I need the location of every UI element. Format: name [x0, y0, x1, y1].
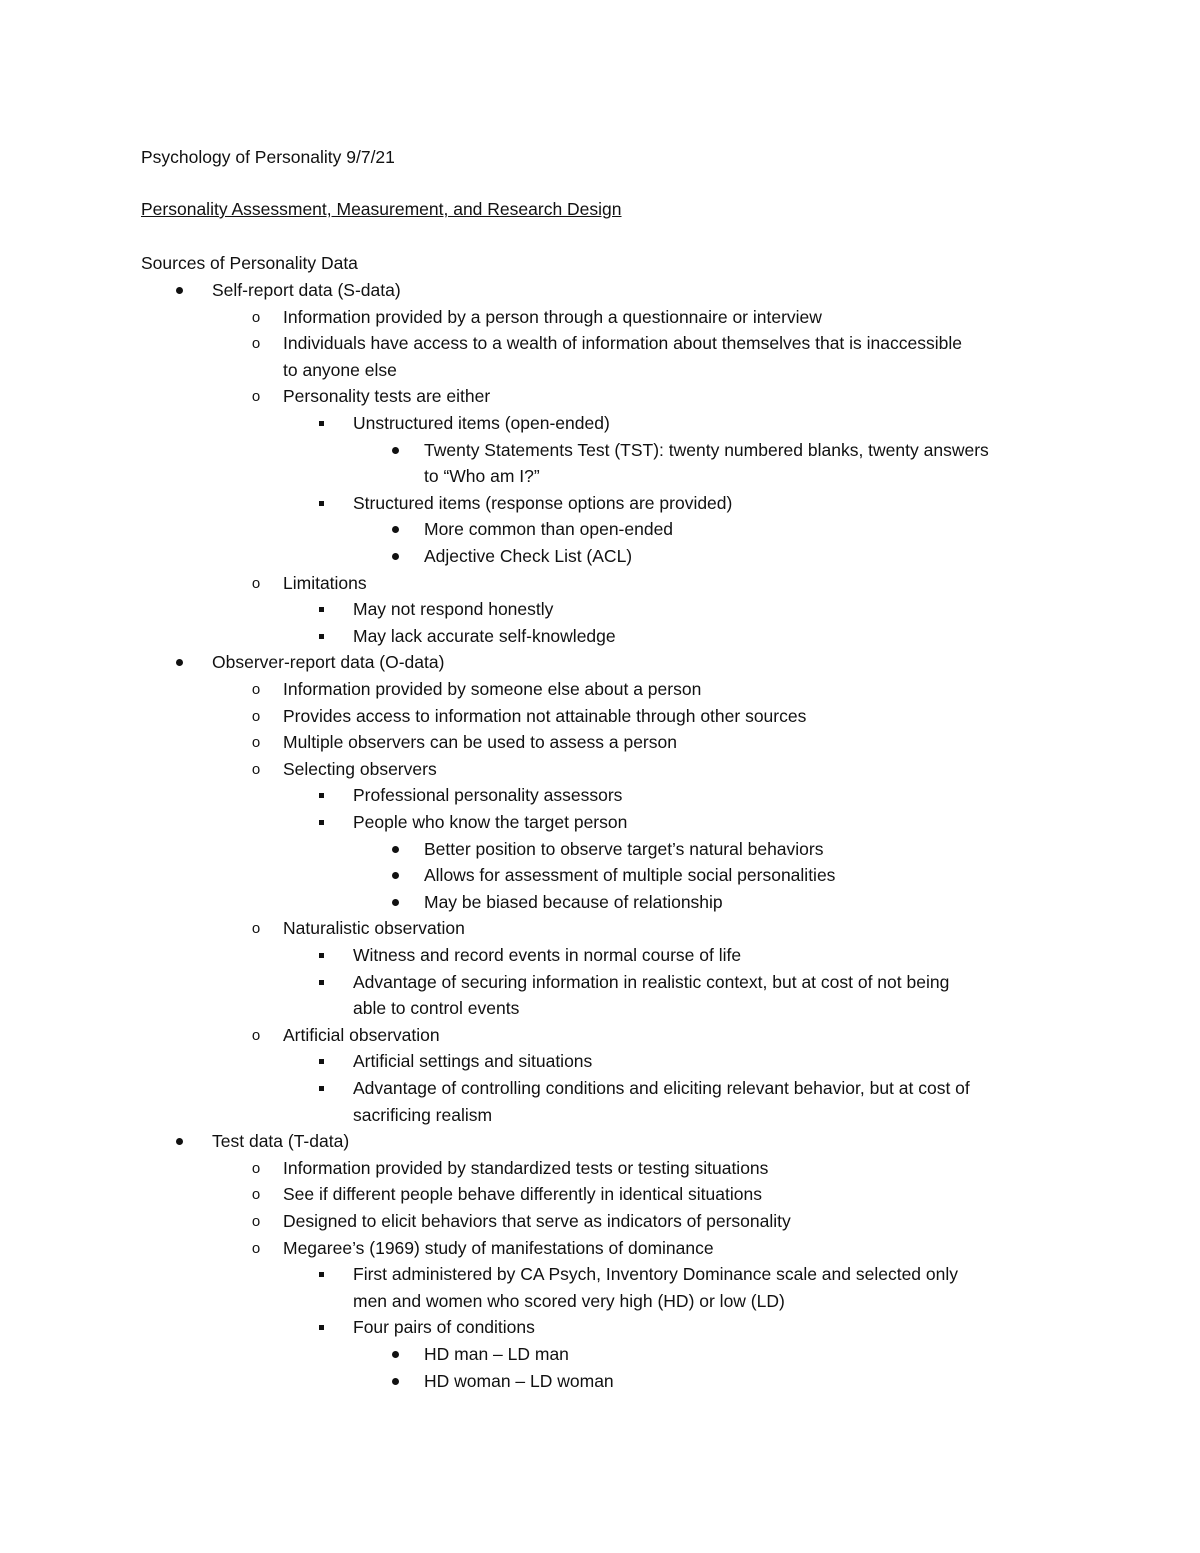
hollow-bullet-icon: o: [251, 574, 261, 592]
hollow-bullet-icon: o: [251, 681, 261, 698]
hollow-bullet-icon: o: [251, 1239, 261, 1257]
list-item-text: Twenty Statements Test (TST): twenty numbered blanks, twenty answers: [424, 439, 989, 460]
hollow-bullet-icon: o: [251, 760, 261, 778]
hollow-bullet-icon: o: [251, 335, 261, 353]
hollow-bullet-icon: o: [251, 707, 261, 725]
list-item-text: Structured items (response options are provided): [353, 492, 733, 513]
list-item-text: Adjective Check List (ACL): [424, 546, 633, 566]
list-item-text: Witness and record events in normal course of life: [353, 945, 742, 965]
hollow-bullet-icon: o: [251, 734, 261, 752]
list-item-text: Four pairs of conditions: [353, 1317, 535, 1338]
hollow-bullet-icon: o: [251, 1159, 261, 1177]
list-item-text: May not respond honestly: [353, 599, 554, 620]
list-item-text: Information provided by a person through a questionnaire or interview: [283, 306, 822, 327]
list-item-text: Megaree’s (1969) study of manifestations of dominance: [283, 1237, 714, 1258]
list-item-text: May be biased because of relationship: [424, 891, 723, 912]
list-item-text: to anyone else: [283, 359, 397, 380]
list-item-text: Information provided by someone else about a person: [283, 679, 702, 699]
hollow-bullet-icon: o: [251, 920, 261, 938]
hollow-bullet-icon: o: [251, 1186, 261, 1204]
list-item-text: Better position to observe target’s natural behaviors: [424, 838, 824, 859]
list-item-text: Advantage of securing information in realistic context, but at cost of not being: [353, 971, 950, 992]
list-item-text: Artificial observation: [283, 1024, 440, 1045]
list-item-text: Personality tests are either: [283, 386, 491, 407]
document-heading: Personality Assessment, Measurement, and Research Design: [141, 199, 622, 219]
list-item-text: Self-report data (S-data): [212, 280, 401, 300]
list-item-text: men and women who scored very high (HD) or low (LD): [353, 1290, 785, 1311]
section-title: Sources of Personality Data: [141, 253, 358, 273]
hollow-bullet-icon: o: [251, 1026, 261, 1044]
list-item-text: Professional personality assessors: [353, 785, 623, 806]
list-item-text: HD man – LD man: [424, 1344, 569, 1364]
list-item-text: Naturalistic observation: [283, 918, 465, 939]
hollow-bullet-icon: o: [251, 308, 261, 326]
list-item-text: See if different people behave differently in identical situations: [283, 1184, 762, 1205]
list-item-text: Limitations: [283, 572, 367, 593]
list-item-text: Test data (T-data): [212, 1131, 350, 1152]
list-item-text: Multiple observers can be used to assess a person: [283, 732, 677, 753]
list-item-text: Information provided by standardized tests or testing situations: [283, 1157, 769, 1178]
list-item-text: Unstructured items (open-ended): [353, 413, 610, 433]
list-item-text: Artificial settings and situations: [353, 1051, 593, 1072]
hollow-bullet-icon: o: [251, 1213, 261, 1230]
list-item-text: Selecting observers: [283, 758, 437, 779]
list-item-text: Provides access to information not attainable through other sources: [283, 705, 807, 726]
list-item-text: People who know the target person: [353, 812, 628, 832]
list-item-text: Allows for assessment of multiple social personalities: [424, 865, 836, 886]
list-item-text: First administered by CA Psych, Inventory Dominance scale and selected only: [353, 1264, 959, 1285]
document-title: Psychology of Personality 9/7/21: [141, 147, 395, 167]
list-item-text: Designed to elicit behaviors that serve as indicators of personality: [283, 1211, 791, 1231]
list-item-text: to “Who am I?”: [424, 466, 540, 487]
list-item-text: Observer-report data (O-data): [212, 652, 445, 673]
list-item-text: May lack accurate self-knowledge: [353, 625, 616, 646]
list-item-text: able to control events: [353, 998, 520, 1019]
hollow-bullet-icon: o: [251, 388, 261, 406]
list-item-text: Individuals have access to a wealth of information about themselves that is inaccessible: [283, 333, 962, 354]
list-item-text: Advantage of controlling conditions and eliciting relevant behavior, but at cost of: [353, 1078, 970, 1098]
list-item-text: sacrificing realism: [353, 1104, 493, 1125]
list-item-text: More common than open-ended: [424, 519, 674, 540]
list-item-text: HD woman – LD woman: [424, 1370, 614, 1391]
